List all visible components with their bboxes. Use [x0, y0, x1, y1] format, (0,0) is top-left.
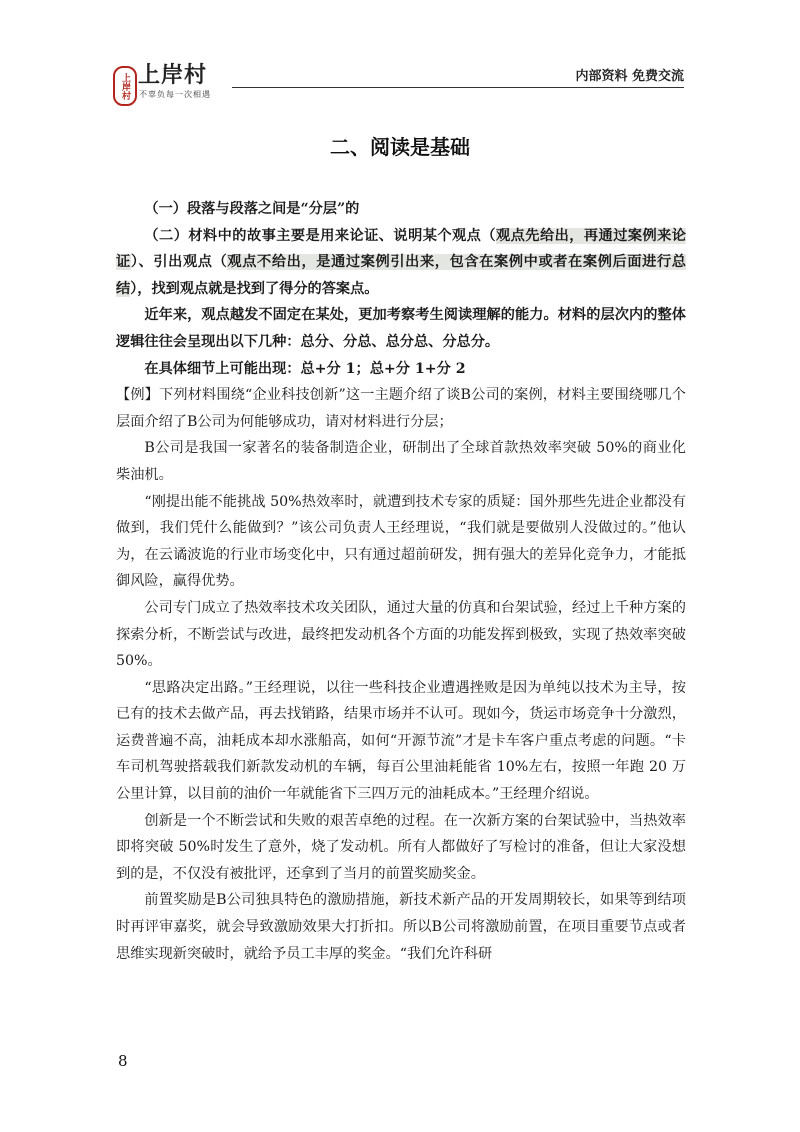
paragraph-8: 公司专门成立了热效率技术攻关团队，通过大量的仿真和台架试验，经过上千种方案的探索分析，不断尝试与改进，最终把发动机各个方面的功能发挥到极致，实现了热效率突破 50%。 — [116, 599, 686, 670]
section-title: 二、阅读是基础 — [330, 135, 470, 159]
highlight-1: 观点先给出，再通过案例来论证 — [116, 227, 686, 271]
page-header — [0, 0, 800, 110]
paragraph-10: 创新是一个不断尝试和失败的艰苦卓绝的过程。在一次新方案的台架试验中，当热效率即将突破 50%时发生了意外，烧了发动机。所有人都做好了写检讨的准备，但让大家没想到的是，不仅没有被批评，还拿到了当月的前置奖励奖金。 — [116, 812, 686, 882]
paragraph-2-c: ）、引出观点（ — [130, 254, 228, 271]
paragraph-11: 前置奖励是B公司独具特色的激励措施，新技术新产品的开发周期较长，如果等到结项时再评审嘉奖，就会导致激励效果大打折扣。所以B公司将激励前置，在项目重要节点或者思维实现新突破时，就给予员工丰厚的奖金。“我们允许科研 — [116, 892, 686, 962]
paragraph-2 — [116, 223, 686, 303]
paragraph-7: “刚提出能不能挑战 50%热效率时，就遭到技术专家的质疑：国外那些先进企业都没有做到，我们凭什么能做到？”该公司负责人王经理说，“我们就是要做别人没做过的。”他认为，在云谲波诡的行业市场变化中，只有通过超前研发，拥有强大的差异化竞争力，才能抵御风险，赢得优势。 — [116, 493, 686, 590]
logo-slogan: 不辜负每一次相遇 — [139, 90, 211, 99]
document-body — [116, 196, 686, 967]
seal-text: 上岸村 — [120, 72, 130, 100]
logo-name: 上岸村 — [138, 63, 208, 88]
paragraph-4: 在具体细节上可能出现：总+分 1；总+分 1+分 2 — [144, 360, 466, 377]
logo-seal — [113, 66, 137, 106]
paragraph-2-a: （二）材料中的故事主要是用来论证、说明某个观点（ — [144, 227, 496, 244]
paragraph-5: 【例】下列材料围绕“企业科技创新”这一主题介绍了谈B公司的案例，材料主要围绕哪几个层面介绍了B公司为何能够成功，请对材料进行分层； — [116, 387, 686, 430]
page-number: 8 — [118, 1052, 128, 1070]
paragraph-3: 近年来，观点越发不固定在某处，更加考察考生阅读理解的能力。材料的层次内的整体逻辑往往会呈现出以下几种：总分、分总、总分总、分总分。 — [116, 307, 686, 350]
highlight-2: 观点不给出，是通过案例引出来，包含在案例中或者在案例后面进行总结 — [116, 254, 686, 297]
paragraph-2-e: ），找到观点就是找到了得分的答案点。 — [130, 280, 379, 297]
paragraph-9: “思路决定出路。”王经理说，以往一些科技企业遭遇挫败是因为单纯以技术为主导，按已有的技术去做产品，再去找销路，结果市场并不认可。现如今，货运市场竞争十分激烈，运费普遍不高，油耗成本却水涨船高，如何“开源节流”才是卡车客户重点考虑的问题。“卡车司机驾驶搭载我们新款发动机的车辆，每百公里油耗能省 10%左右，按照一年跑 20 万公里计算，以目前的油价一年就能省下三四万元的油耗成本。”王经理介绍说。 — [116, 679, 686, 803]
paragraph-6: B公司是我国一家著名的装备制造企业，研制出了全球首款热效率突破 50%的商业化柴油机。 — [116, 440, 686, 483]
header-rule — [232, 87, 684, 88]
paragraph-1: （一）段落与段落之间是“分层”的 — [144, 201, 360, 217]
header-right-text: 内部资料 免费交流 — [575, 69, 684, 84]
